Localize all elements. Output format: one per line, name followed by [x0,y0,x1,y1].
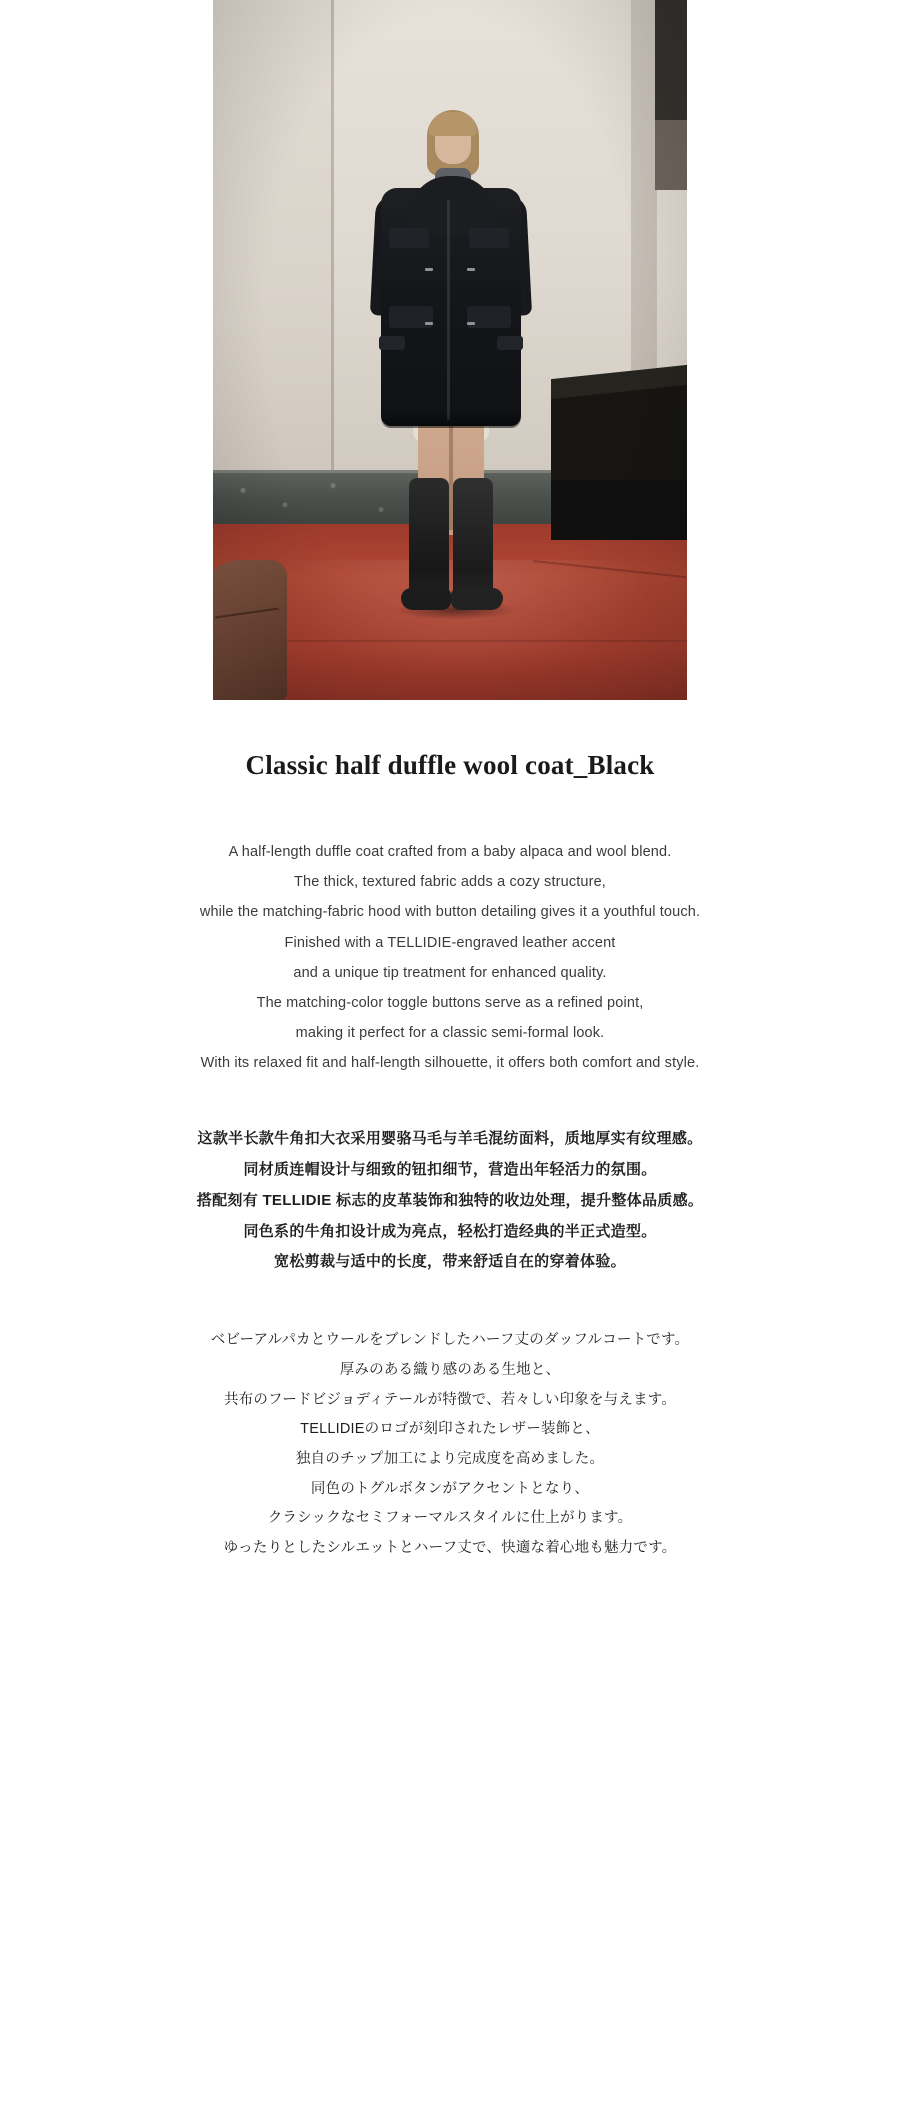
coat-chest-pocket-right [469,228,509,248]
description-cn-line: 同材质连帽设计与细致的钮扣细节，营造出年轻活力的氛围。 [243,1161,657,1179]
description-jp-line: ベビーアルパカとウールをブレンドしたハーフ丈のダッフルコートです。 [210,1332,690,1349]
description-cn-line: 宽松剪裁与适中的长度，带来舒适自在的穿着体验。 [274,1253,626,1271]
wall-dark-panel [655,0,687,120]
wall-left [213,0,333,520]
description-en-line: making it perfect for a classic semi-formal look. [295,1025,605,1042]
description-cn-line: 这款半长款牛角扣大衣采用婴骆马毛与羊毛混纺面料，质地厚实有纹理感。 [197,1130,703,1148]
product-description-section [0,748,900,1634]
description-chinese [70,1124,830,1278]
wall-dark-panel-lower [655,120,687,190]
description-cn-line: 搭配刻有 TELLIDIE 标志的皮革装饰和独特的收边处理，提升整体品质感。 [196,1191,704,1209]
description-jp-line: 共布のフードビジョディテールが特徴で、若々しい印象を与えます。 [223,1391,677,1408]
description-en-line: Finished with a TELLIDIE-engraved leather accent [284,934,616,951]
toggle-button-2 [467,268,475,271]
description-jp-line: 厚みのある織り感のある生地と、 [339,1361,561,1378]
toggle-button-1 [425,268,433,271]
wall-seam [331,0,334,500]
description-en-line: and a unique tip treatment for enhanced quality. [293,964,607,981]
coat-chest-pocket-left [389,228,429,248]
toggle-button-4 [467,322,475,325]
black-bench-front [551,480,687,540]
coat-cuff-right [497,336,523,350]
description-en-line: The thick, textured fabric adds a cozy structure, [294,874,606,891]
description-en-line: A half-length duffle coat crafted from a baby alpaca and wool blend. [228,844,672,861]
description-en-line: while the matching-fabric hood with button detailing gives it a youthful touch. [199,904,701,921]
description-jp-line: 同色のトグルボタンがアクセントとなり、 [310,1480,590,1497]
toggle-button-3 [425,322,433,325]
coat-hem-shadow [381,412,521,428]
model-boot-left-toe [401,588,451,610]
leather-seat [213,560,287,700]
description-jp-line: ゆったりとしたシルエットとハーフ丈で、快適な着心地も魅力です。 [223,1540,677,1557]
description-en-line: With its relaxed fit and half-length silhouette, it offers both comfort and style. [200,1055,700,1072]
model-boot-right-toe [451,588,503,610]
description-english [70,837,830,1078]
description-jp-line: 独自のチップ加工により完成度を高めました。 [295,1450,605,1467]
product-image-section [0,0,900,700]
model-hair-front [429,112,477,136]
description-japanese [70,1326,830,1634]
page-title: Classic half duffle wool coat_Black [245,750,655,780]
description-jp-line: TELLIDIEのロゴが刻印されたレザー装飾と、 [300,1421,600,1438]
coat-cuff-left [379,336,405,350]
description-jp-line: クラシックなセミフォーマルスタイルに仕上がります。 [267,1510,633,1527]
coat-front-placket [447,200,450,420]
description-en-line: The matching-color toggle buttons serve as a refined point, [256,994,644,1011]
product-hero-image [213,0,687,700]
description-cn-line: 同色系的牛角扣设计成为亮点，轻松打造经典的半正式造型。 [243,1222,657,1240]
